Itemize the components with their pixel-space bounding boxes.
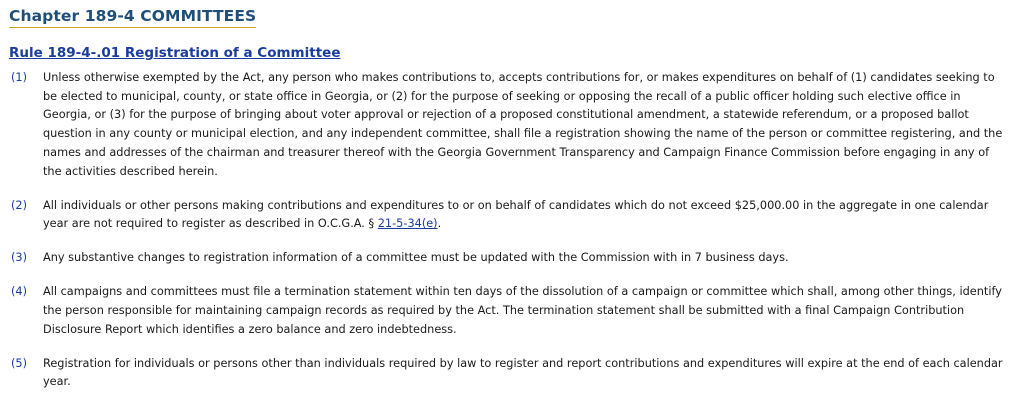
rule-number: (5) (11, 356, 28, 370)
rule-text: Any substantive changes to registration information of a committee must be updated with the Commission with in 7 business days. (43, 251, 789, 265)
rule-text: Unless otherwise exempted by the Act, any person who makes contributions to, accepts contributions for, or makes expenditures on behalf of (1) candidates seeking to be elected to municipal, county, or state office in Georgia, or (2) for the purpose of seeking or opposing the recall of a public officer holding such elective office in Georgia, or (3) for the purpose of bringing about voter approval or rejection of a proposed constitutional amendment, a statewide referendum, or a proposed ballot question in any county or municipal election, and any independent committee, shall file a registration showing the name of the person or committee registering, and the names and addresses of the chairman and treasurer thereof with the Georgia Government Transparency and Campaign Finance Commission before engaging in any of the activities described herein. (43, 71, 1003, 178)
rule-number: (1) (11, 71, 28, 84)
chapter-title: Chapter 189-4 COMMITTEES (9, 7, 256, 28)
rule-item-5 (9, 355, 1013, 392)
rule-title-link[interactable]: Rule 189-4-.01 Registration of a Committee (9, 45, 341, 61)
rule-item-2 (9, 197, 1013, 234)
rule-item-3 (9, 249, 1013, 268)
rule-text: Registration for individuals or persons other than individuals required by law to register and report contributions and expenditures will expire at the end of each calendar year. (43, 356, 1003, 389)
rule-text: All campaigns and committees must file a termination statement within ten days of the dissolution of a campaign or committee which shall, among other things, identify the person responsible for maintaining campaign records as required by the Act. The termination statement shall be submitted with a final Campaign Contribution Disclosure Report which identifies a zero balance and zero indebtedness. (43, 285, 1002, 336)
rule-list (9, 69, 1013, 392)
rule-number: (4) (11, 285, 28, 299)
rule-item-1 (9, 69, 1013, 181)
rule-text (43, 197, 1013, 234)
rule-text-part: All individuals or other persons making contributions and expenditures to or on behalf of candidates which do not exceed $25,000.00 in the aggregate in one calendar year are not required to register as described in O.C.G.A. § (43, 198, 989, 231)
rule-number: (2) (11, 198, 28, 212)
statute-link[interactable]: 21-5-34(e) (377, 217, 438, 231)
rule-item-4 (9, 283, 1013, 339)
rule-number: (3) (11, 251, 28, 265)
rule-text-part: . (437, 217, 442, 231)
